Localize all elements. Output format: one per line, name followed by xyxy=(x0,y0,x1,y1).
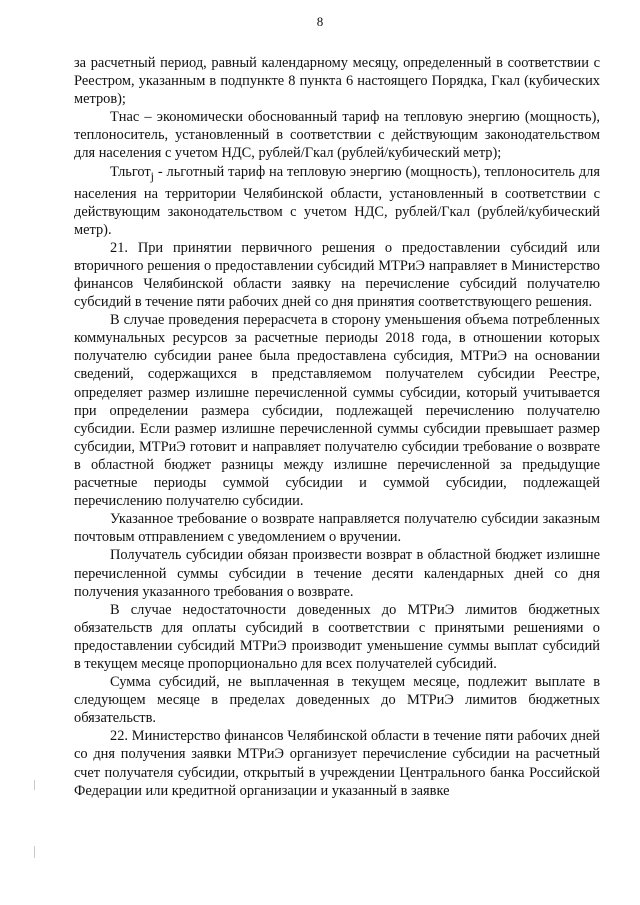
paragraph-refund-obligation: Получатель субсидии обязан произвести возврат в областной бюджет излишне перечисленной суммы субсидии в течение десяти календарных дней со дня получения указанного требования о возврате. xyxy=(74,547,600,600)
paragraph-unpaid-carryover: Сумма субсидий, не выплаченная в текущем месяце, подлежит выплате в следующем месяце в пределах доведенных до МТРиЭ лимитов бюджетных обязательств. xyxy=(74,674,600,727)
paragraph-refund-notice: Указанное требование о возврате направляется получателю субсидии заказным почтовым отправлением с уведомлением о вручении. xyxy=(74,511,600,546)
page-number: 8 xyxy=(316,14,324,29)
scan-artifact-mark xyxy=(34,846,35,858)
paragraph-clause-21: 21. При принятии первичного решения о предоставлении субсидий или вторичного решения о предоставлении субсидий МТРиЭ направляет в Министерство финансов Челябинской области заявку на перечисление субсидий получателю субсидий в течение пяти рабочих дней со дня принятия соответствующего решения. xyxy=(74,239,600,311)
scan-artifact-mark xyxy=(34,780,35,790)
paragraph-tlgot-definition: Тльгот$_j$ - льготный тариф на тепловую энергию (мощность), теплоноситель для населения на территории Челябинской области, установленный в соответствии с действующим законодательством с учетом НДС, рублей/Гкал (рублей/кубический метр). xyxy=(74,163,600,238)
paragraph-continuation: за расчетный период, равный календарному месяцу, определенный в соответствии с Реестром, указанным в подпункте 8 пункта 6 настоящего Порядка, Гкал (кубических метров); xyxy=(74,55,600,108)
paragraph-clause-22: 22. Министерство финансов Челябинской области в течение пяти рабочих дней со дня получения заявки МТРиЭ организует перечисление субсидии на расчетный счет получателя субсидии, открытый в учреждении Центрального банка Российской Федерации или кредитной организации и указанный в заявке xyxy=(74,728,600,799)
paragraph-recalculation: В случае проведения перерасчета в сторону уменьшения объема потребленных коммунальных ресурсов за расчетные периоды 2018 года, в отношении которых получателю субсидии ранее была предоставлена субсидия, МТРиЭ на основании сведений, содержащихся в представляемом получателем субсидии Реестре, определяет размер излишне перечисленной суммы субсидии, который учитывается при определении размера субсидии, подлежащей перечислению получателю субсидии. Если размер излишне перечисленной суммы субсидии превышает размер субсидии, МТРиЭ готовит и направляет получателю субсидии требование о возврате в областной бюджет разницы между излишне перечисленной за предыдущие расчетные периоды суммой субсидии и суммой субсидии, подлежащей перечислению получателю субсидии. xyxy=(74,312,600,510)
document-body xyxy=(74,54,600,800)
paragraph-limits-shortage: В случае недостаточности доведенных до МТРиЭ лимитов бюджетных обязательств для оплаты субсидий в соответствии с принятыми решениями о предоставлении субсидий МТРиЭ производит уменьшение суммы выплат субсидий в текущем месяце пропорционально для всех получателей субсидий. xyxy=(74,601,600,672)
paragraph-tnas-definition: Тнас – экономически обоснованный тариф на тепловую энергию (мощность), теплоноситель, установленный в соответствии с действующим законодательством для населения с учетом НДС, рублей/Гкал (рублей/кубический метр); xyxy=(74,109,600,162)
